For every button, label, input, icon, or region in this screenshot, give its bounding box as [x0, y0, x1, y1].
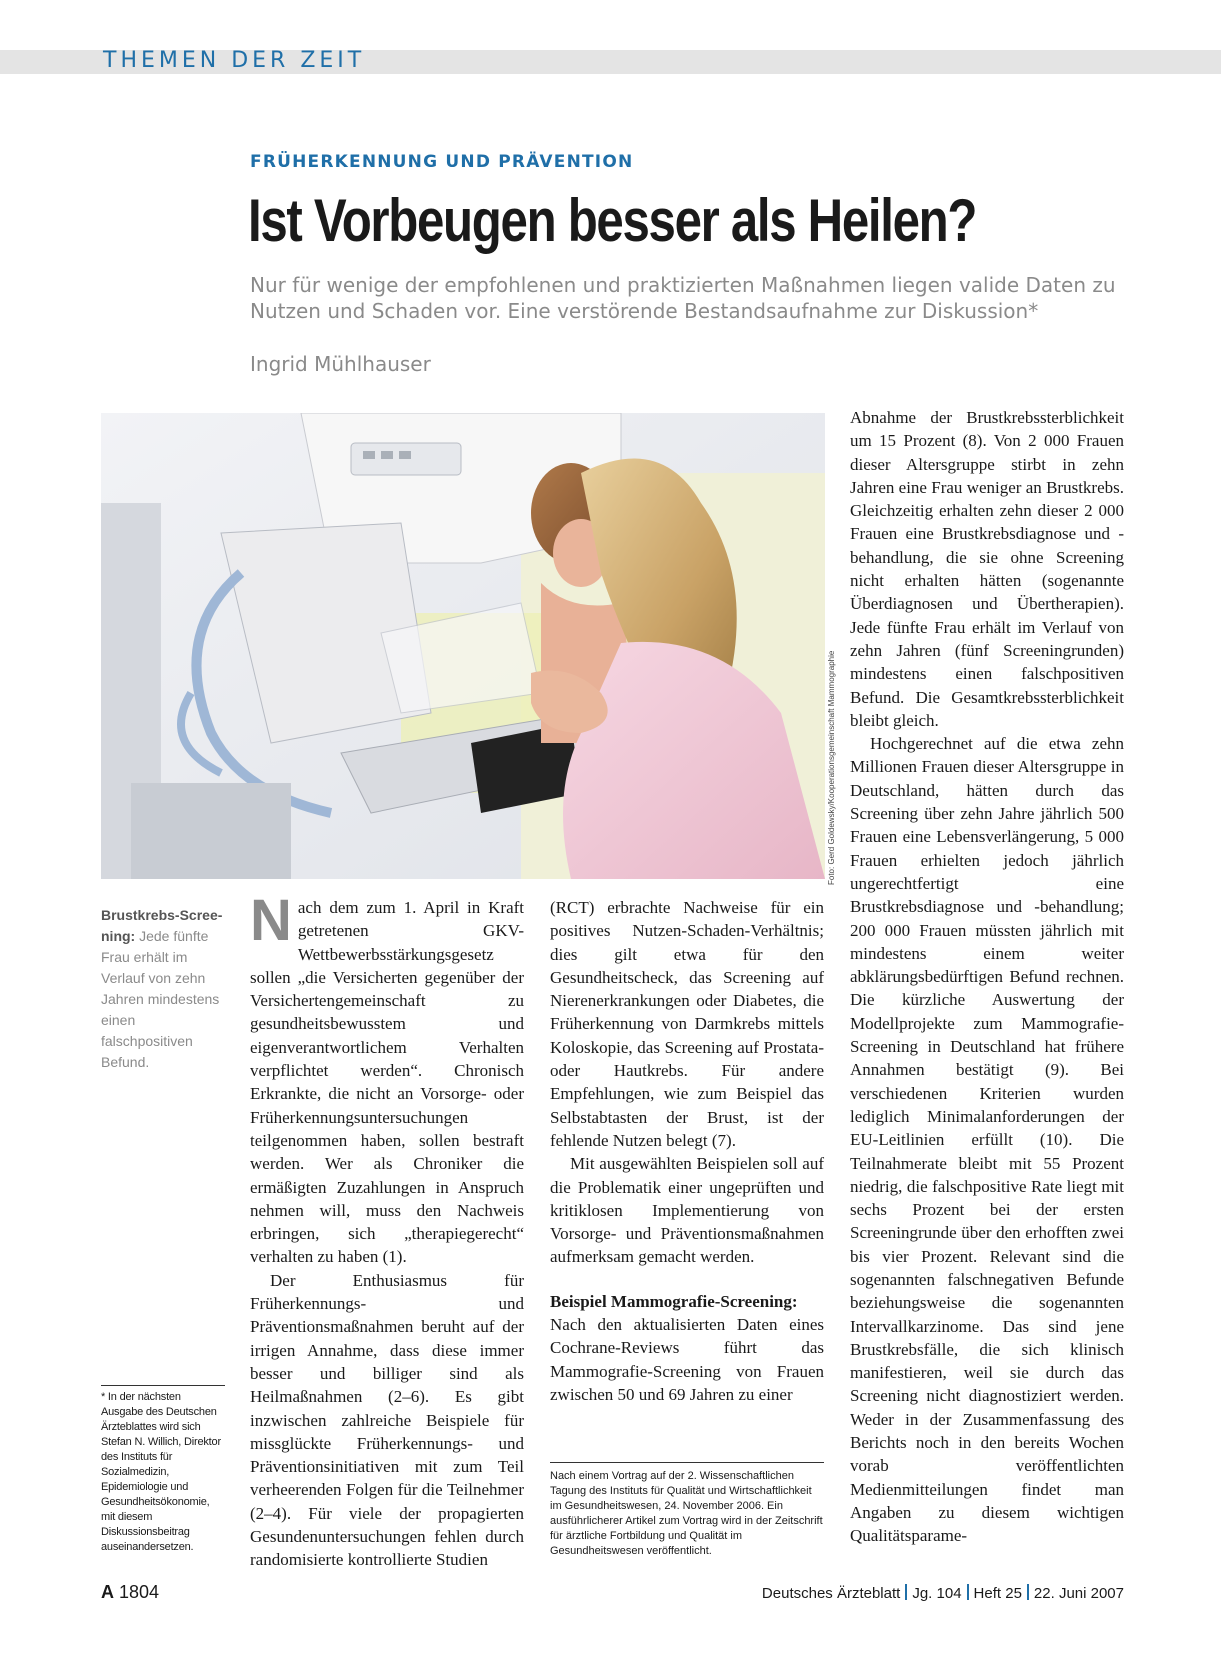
subheading: Beispiel Mammografie-Screening:	[550, 1291, 798, 1311]
paragraph: Hochgerechnet auf die etwa zehn Millionen Frauen dieser Altersgruppe in Deutschland, hätten durch das Screening über zehn Jahre jährlich 500 Frauen eine Lebensverlängerung, 5 000 Frauen erhielten jedoch jährlich ungerechtfertigt eine Brustkrebsdiagnose und -behandlung; 200 000 Frauen müssten jährlich mit mindestens einem weiter abklärungsbedürftigen Befund rechnen. Die kürzliche Auswertung der Modellprojekte zum Mammografie-Screening in Deutschland hat frühere Annahmen bestätigt (9). Bei verschiedenen Kriterien wurden lediglich Minimalanforderungen der EU-Leitlinien erfüllt (10). Die Teilnahmerate bleibt mit 55 Prozent niedrig, die falschpositive Rate liegt mit sechs Prozent bei der ersten Screeningrunde über den erhofften zwei bis vier Prozent. Relevant sind die sogenannten falschnegativen Befunde beziehungsweise die sogenannten Intervallkarzinome. Das sind jene Brustkrebsfälle, die sich klinisch manifestieren, weil sie durch das Screening nicht diagnostiziert werden. Weder in der Zusammenfassung des Berichts noch in den bereits Wochen vorab veröffentlichten Medienmitteilungen findet man Angaben zu diesem wichtigen Qualitätsparame-	[850, 734, 1124, 1546]
paragraph: Mit ausgewählten Beispielen soll auf die Problematik einer ungeprüften und kritiklosen Implementierung von Vorsorge- und Präventionsmaßnahmen aufmerksam gemacht werden.	[550, 1154, 824, 1267]
volume: Jg. 104	[912, 1585, 962, 1602]
paragraph: Nach den aktualisierten Daten eines Cochrane-Reviews führt das Mammografie-Screening von Frauen zwischen 50 und 69 Jahren zu einer	[550, 1315, 824, 1404]
drop-cap: N	[250, 888, 292, 953]
page-number: A 1804	[101, 1582, 160, 1602]
body-column-1	[250, 888, 524, 1572]
source-note: Nach einem Vortrag auf der 2. Wissenschaftlichen Tagung des Instituts für Qualität und Wirtschaftlichkeit im Gesundheitswesen, 24. November 2006. Ein ausführlicherer Artikel zum Vortrag wird in der Zeitschrift für ärztliche Fortbildung und Qualität im Gesundheitswesen veröffentlicht.	[550, 1462, 824, 1559]
mammography-photo	[101, 413, 825, 879]
body-column-3	[850, 406, 1124, 1548]
article-title: Ist Vorbeugen besser als Heilen?	[248, 187, 977, 254]
photo-caption	[101, 905, 229, 1073]
paragraph: Der Enthusiasmus für Früherkennungs- und Präventionsmaßnahmen beruht auf der irrigen Annahme, dass diese immer besser und billiger sind als Heilmaßnahmen (2–6). Es gibt inzwischen zahlreiche Beispiele für missglückte Früherkennungs- und Präventionsinitiativen mit zum Teil verheerenden Folgen für die Teilnehmer (2–4). Für viele der propagierten Gesundenuntersuchungen fehlen durch randomisierte kontrollierte Studien	[250, 1270, 524, 1570]
footnote: * In der nächsten Ausgabe des Deutschen Ärzteblattes wird sich Stefan N. Willich, Direktor des Instituts für Sozialmedizin, Epidemiologie und Gesundheitsökonomie, mit diesem Diskussionsbeitrag auseinandersetzen.	[101, 1385, 225, 1555]
mammography-illustration	[101, 413, 825, 879]
article-kicker: FRÜHERKENNUNG UND PRÄVENTION	[250, 152, 634, 172]
body-column-2	[550, 896, 824, 1406]
issue: Heft 25	[973, 1585, 1022, 1602]
article-lead: Nur für wenige der empfohlenen und praktizierten Maßnahmen liegen valide Daten zu Nutzen und Schaden vor. Eine verstörende Bestandsaufnahme zur Diskussion*	[250, 273, 1116, 323]
paragraph: Abnahme der Brustkrebssterblichkeit um 15 Prozent (8). Von 2 000 Frauen dieser Altersgruppe stirbt in zehn Jahren eine Frau weniger an Brustkrebs. Gleichzeitig erhalten zehn dieser 2 000 Frauen eine Brustkrebsdiagnose und -behandlung, die sie ohne Screening nicht erhalten hätten (sogenannte Überdiagnosen und Übertherapien). Jede fünfte Frau erhält im Verlauf von zehn Jahren (fünf Screeningrunden) mindestens einen falschpositiven Befund. Die Gesamtkrebssterblichkeit bleibt gleich.	[850, 408, 1124, 730]
journal-folio	[762, 1584, 1124, 1602]
caption-lead: Brustkrebs-Scree-ning:	[101, 907, 223, 944]
section-label: THEMEN DER ZEIT	[103, 48, 366, 73]
paragraph: (RCT) erbrachte Nachweise für ein positives Nutzen-Schaden-Verhältnis; dies gilt etwa für den Gesundheitscheck, das Screening auf Nierenerkrankungen oder Diabetes, die Früherkennung von Darmkrebs mittels Koloskopie, das Screening auf Prostata- oder Hautkrebs. Für andere Empfehlungen, wie zum Beispiel das Selbstabtasten der Brust, ist der fehlende Nutzen belegt (7).	[550, 898, 824, 1150]
article-author: Ingrid Mühlhauser	[250, 352, 431, 376]
caption-text: Jede fünfte Frau erhält im Verlauf von zehn Jahren mindestens einen falschpositiven Befund.	[101, 928, 220, 1070]
paragraph-intro: Nach dem zum 1. April in Kraft getretenen GKV-Wettbewerbsstärkungsgesetz sollen „die Versicherten gegenüber der Versichertengemeinschaft zu gesundheitsbewusstem und eigenverantwortlichem Verhalten verpflichtet werden“. Chronisch Erkrankte, die nicht an Vorsorge- oder Früherkennungsuntersuchungen teilgenommen haben, sollen bestraft werden. Wer als Chroniker die ermäßigten Zuzahlungen in Anspruch nehmen will, muss den Nachweis erbringen, sich „therapiegerecht“ verhalten zu haben (1).	[250, 888, 524, 1267]
issue-date: 22. Juni 2007	[1033, 1585, 1124, 1602]
journal-name: Deutsches Ärzteblatt	[761, 1585, 901, 1602]
photo-credit: Foto: Gerd Goldewsky/Kooperationsgemeinschaft Mammographie	[827, 650, 836, 885]
